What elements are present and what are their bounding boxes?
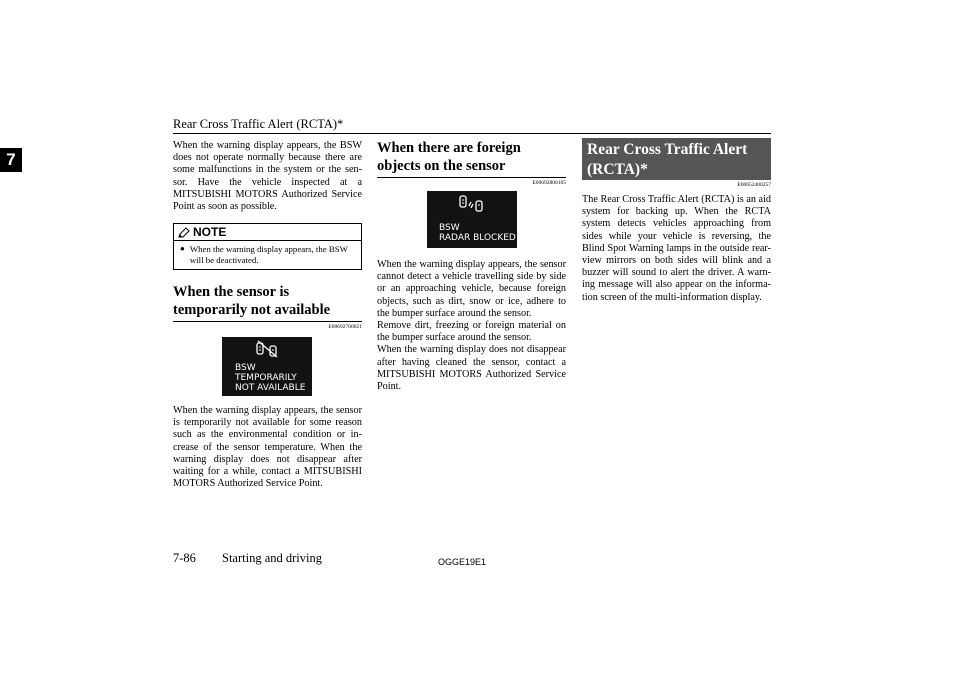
- pencil-icon: [178, 227, 190, 238]
- display-line-1: BSW: [235, 363, 256, 373]
- column-1-lower: [173, 405, 362, 490]
- section-rule: [377, 177, 566, 178]
- page-number: 7-86: [173, 551, 196, 565]
- section-banner: Rear Cross Traffic Alert (RCTA)*: [582, 138, 771, 180]
- footer-section-title: Starting and driving: [222, 551, 322, 565]
- col1-intro: When the warning display appears, the BSW does not operate normally because there are some malfunctions in the system or the sen-sor. Have the vehicle inspected at a MITSUBISHI MOTORS Authorized Service Point as soon as possible.: [173, 140, 362, 213]
- bsw-temporarily-unavailable-display: [222, 337, 312, 396]
- col2-para-3: When the warning display does not disappear after having cleaned the sensor, contact a MITSUBISHI MOTORS Authorized Service Point.: [377, 344, 566, 393]
- column-2: [377, 139, 566, 187]
- col3-body: The Rear Cross Traffic Alert (RCTA) is an aid system for backing up. When the RCTA system detects vehicles approaching from sides while your vehicle is reversing, the Blind Spot Warning lamps in the outside rear-view mirrors on both sides will blink and a buzzer will sound to alert the driver. A warn-ing message will also appear on the informa-tion screen of the multi-information display.: [582, 194, 771, 303]
- section-title: When there are foreign objects on the sensor: [377, 140, 521, 174]
- section-code: E00652400257: [737, 182, 771, 188]
- note-label: NOTE: [193, 225, 227, 240]
- footer-code: OGGE19E1: [438, 557, 487, 567]
- bullet-icon: ●: [180, 244, 185, 254]
- col1-body: When the warning display appears, the sensor is temporarily not available for some reason such as the environmental condition or in-crease of the sensor temperature. When the warning display does not disappear after waiting for a while, contact a MITSUBISHI MOTORS Authorized Service Point.: [173, 405, 362, 490]
- column-2-lower: [377, 259, 566, 393]
- note-box: [173, 223, 362, 270]
- section-code: E00692800165: [532, 180, 566, 186]
- running-header: Rear Cross Traffic Alert (RCTA)*: [173, 117, 344, 131]
- section-title: When the sensor is temporarily not available: [173, 284, 331, 319]
- bsw-radar-blocked-display: [427, 191, 517, 248]
- display-line-3: NOT AVAILABLE: [235, 383, 306, 393]
- section-rule: [173, 321, 362, 322]
- sensor-blocked-icon: [458, 194, 486, 214]
- sensor-unavailable-icon: [255, 340, 281, 358]
- col2-para-2: Remove dirt, freezing or foreign material on the bumper surface around the sensor.: [377, 320, 566, 344]
- section-temporarily-unavailable: [173, 283, 362, 331]
- header-rule: [173, 133, 771, 134]
- note-header: [174, 224, 361, 241]
- col2-para-1: When the warning display appears, the sensor cannot detect a vehicle travelling side by side or an approaching vehicle, because foreign objects, such as dirt, snow or ice, adhere to the bumper surface around the sensor.: [377, 259, 566, 319]
- section-code: E00692700021: [328, 324, 362, 331]
- note-text: When the warning display appears, the BSW will be deactivated.: [189, 244, 348, 265]
- column-3: [582, 138, 771, 304]
- chapter-tab: 7: [0, 148, 22, 172]
- display-line-1: BSW: [439, 223, 460, 233]
- note-body: [174, 241, 361, 269]
- display-line-2: TEMPORARILY: [235, 373, 297, 383]
- display-line-2: RADAR BLOCKED: [439, 233, 516, 243]
- column-1: [173, 140, 362, 331]
